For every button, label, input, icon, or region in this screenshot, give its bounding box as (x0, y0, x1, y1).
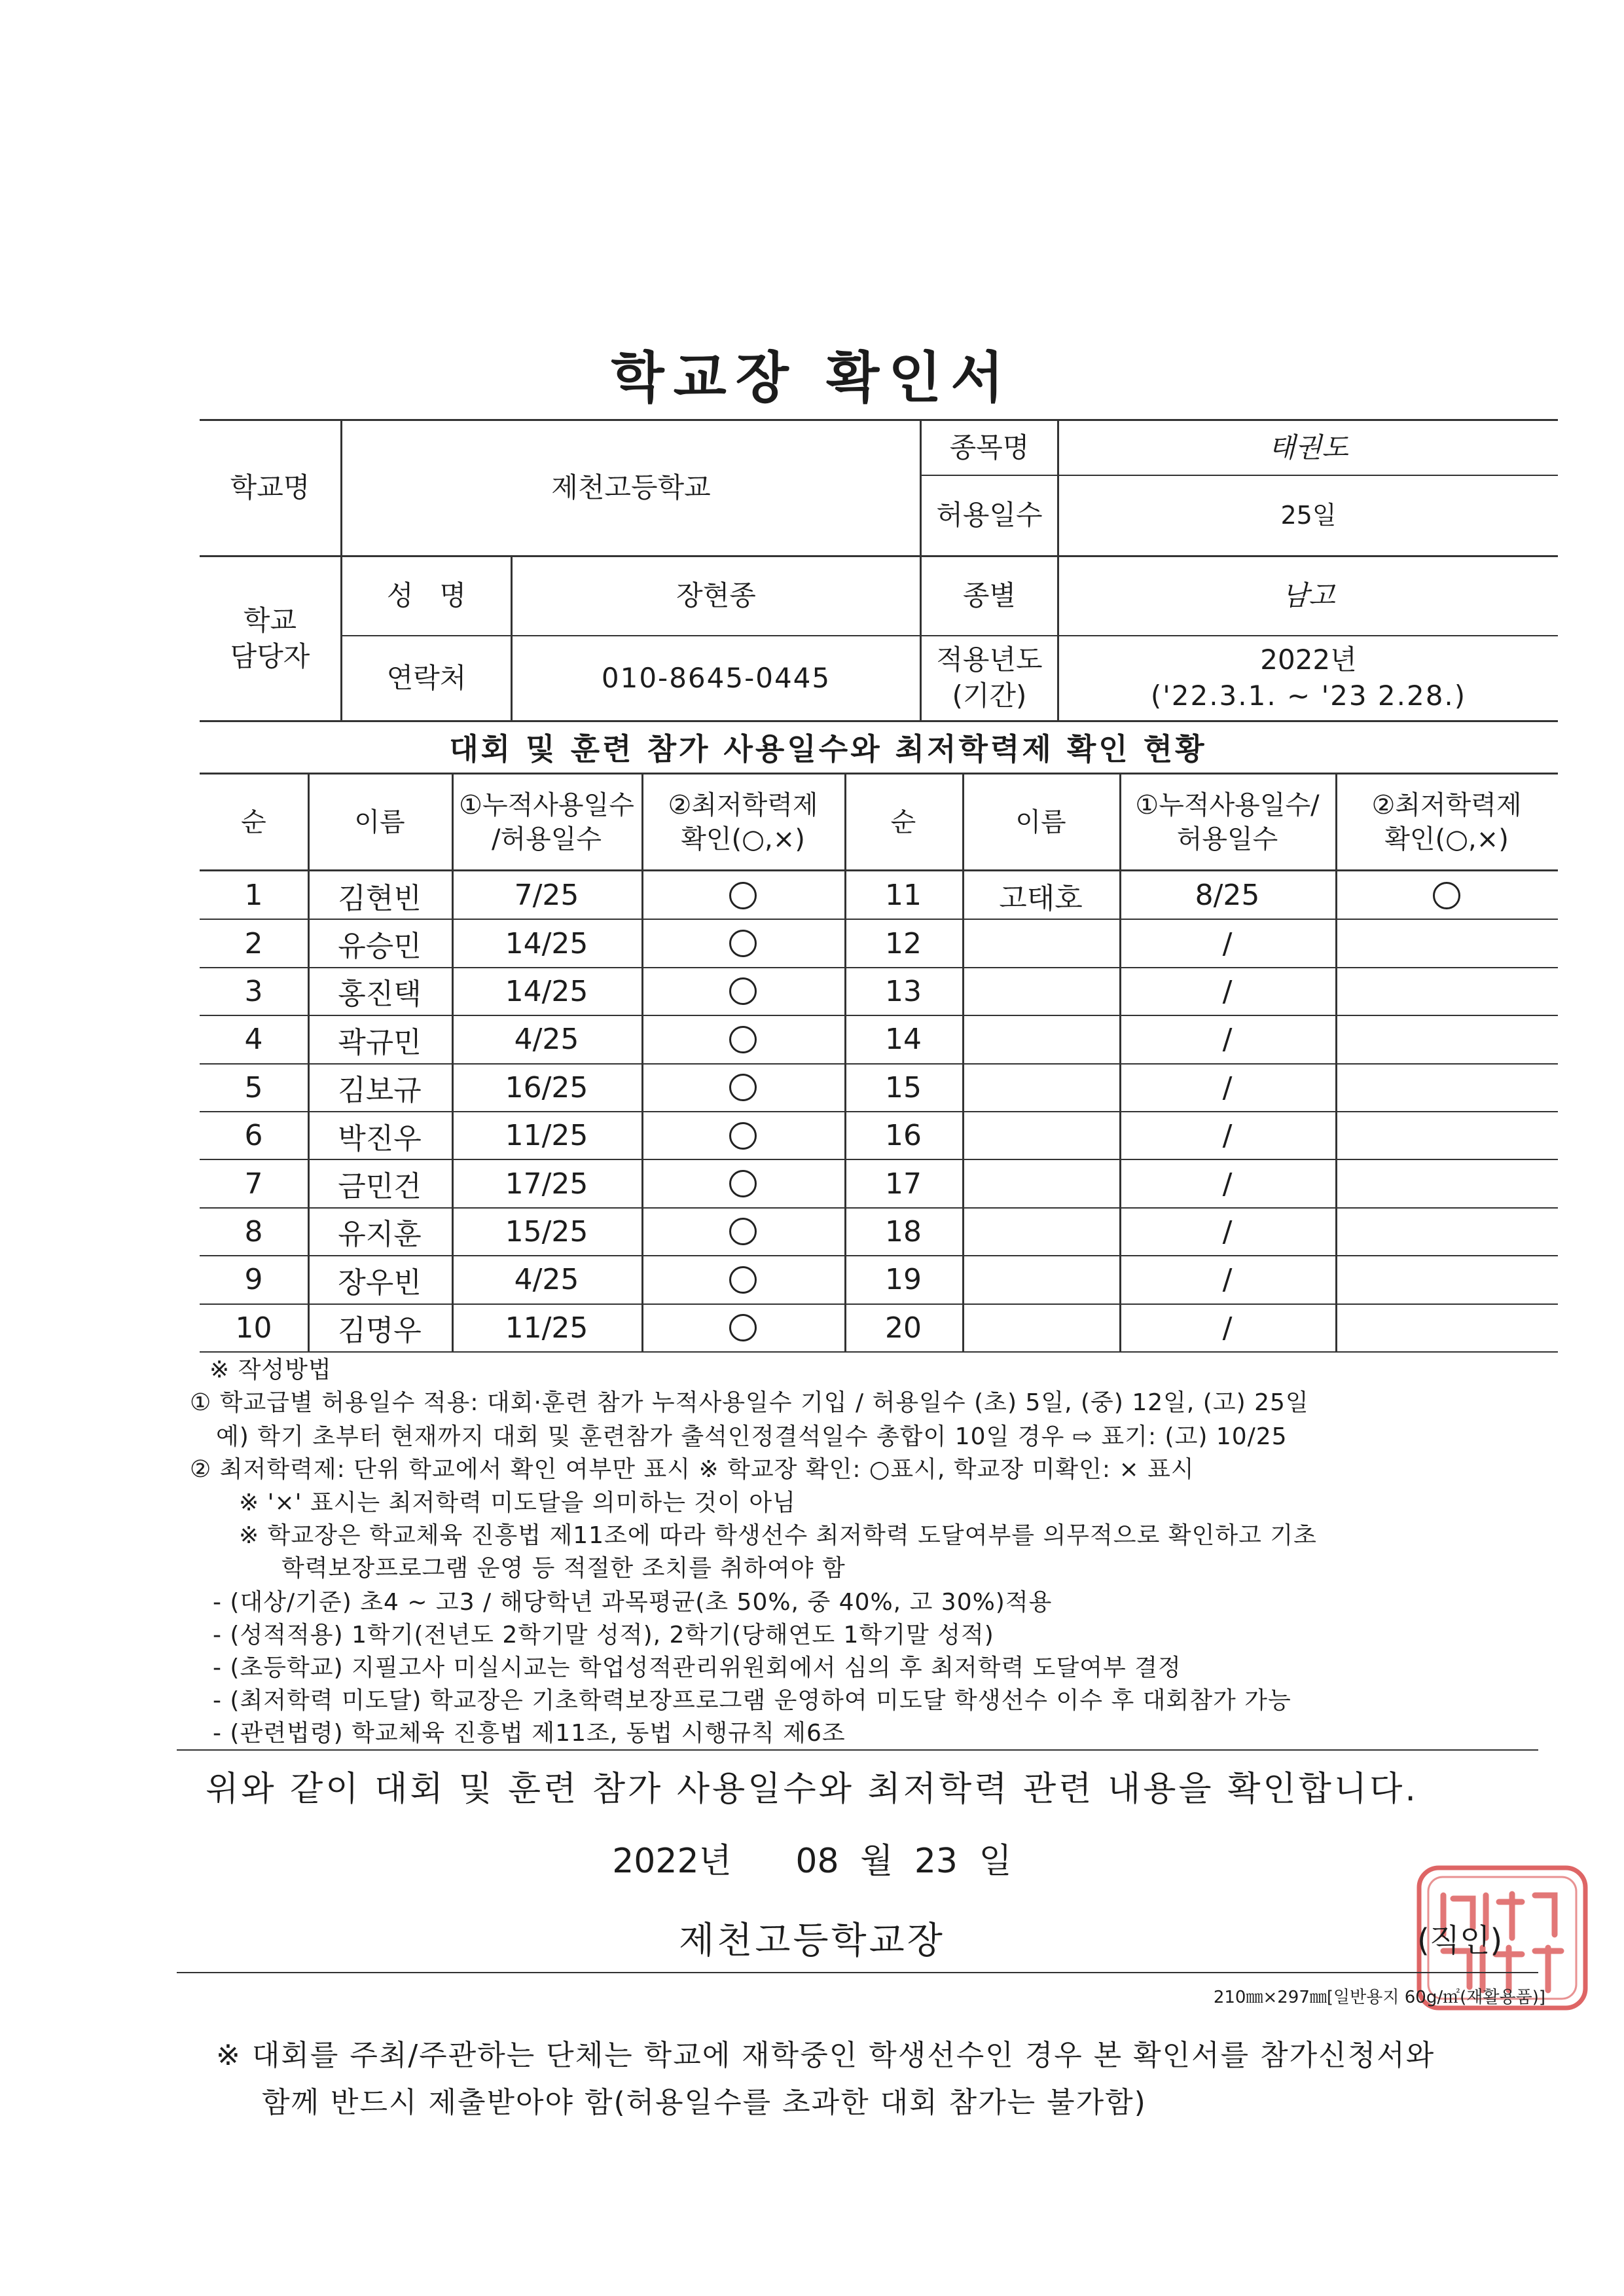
table-header-cell: ①누적사용일수/ 허용일수 (1135, 790, 1320, 854)
table-cell-days: / (1222, 1214, 1233, 1248)
note-line: - (관련법령) 학교체육 진흥법 제11조, 동법 시행규칙 제6조 (213, 1720, 846, 1747)
table-cell-check (641, 968, 844, 1015)
table-cell-no: 13 (885, 974, 922, 1008)
date-day-unit: 일 (979, 1842, 1012, 1881)
contact-value: 010-8645-0445 (601, 661, 831, 694)
table-cell-check (641, 1208, 844, 1256)
table-cell-name: 박진우 (338, 1121, 422, 1156)
table-cell-name (962, 919, 1119, 967)
table-cell-check (1335, 1064, 1558, 1112)
allowed-days-value: 25일 (1280, 500, 1337, 530)
allowed-days-label: 허용일수 (936, 499, 1043, 532)
table-cell-days: / (1222, 1070, 1233, 1104)
table-cell-check (641, 1159, 844, 1207)
footer-line-1: ※ 대회를 주최/주관하는 단체는 학교에 재학중인 학생선수인 경우 본 확인서를 참가신청서와 (216, 2039, 1435, 2072)
table-cell-name (962, 1256, 1119, 1303)
table-cell-no: 3 (244, 974, 263, 1008)
table-cell-days: 15/25 (505, 1214, 588, 1248)
table-cell-check (1335, 968, 1558, 1015)
year-value: 2022년 (1260, 644, 1357, 676)
table-cell-no: 8 (244, 1214, 263, 1248)
table-cell-days: 17/25 (505, 1167, 588, 1201)
table-cell-no: 12 (885, 926, 922, 960)
sport-value: 태권도 (1269, 431, 1348, 464)
note-line: ※ 학교장은 학교체육 진흥법 제11조에 따라 학생선수 최저학력 도달여부를 의무적으로 확인하고 기초 (239, 1522, 1317, 1549)
check-circle-icon (729, 1026, 757, 1053)
table-header-cell: 이름 (1015, 807, 1066, 837)
check-circle-icon (729, 930, 757, 957)
table-cell-days: / (1222, 1167, 1233, 1201)
table-cell-no: 15 (885, 1070, 922, 1104)
table-cell-name: 유지훈 (338, 1218, 422, 1252)
type-value: 남고 (1282, 579, 1335, 612)
table-cell-days: / (1222, 926, 1233, 960)
table-row-line (200, 1351, 1558, 1353)
section-title: 대회 및 훈련 참가 사용일수와 최저학력제 확인 현황 (449, 731, 1207, 767)
check-circle-icon (729, 1314, 757, 1341)
table-cell-no: 4 (244, 1023, 263, 1057)
check-circle-icon (729, 1170, 757, 1197)
table-cell-check (1335, 1304, 1558, 1352)
note-line: - (성적적용) 1학기(전년도 2학기말 성적), 2학기(당해연도 1학기말 성적) (213, 1622, 994, 1649)
table-cell-name (962, 1015, 1119, 1063)
table-cell-no: 18 (885, 1214, 922, 1248)
table-header-cell: 이름 (354, 807, 405, 837)
note-line: - (초등학교) 지필고사 미실시교는 학업성적관리위원회에서 심의 후 최저학력 도달여부 결정 (213, 1654, 1182, 1681)
table-cell-check (1335, 871, 1558, 919)
year-cell (1059, 636, 1558, 720)
signature-divider (177, 1972, 1538, 1973)
date-month: 08 (795, 1842, 839, 1881)
check-circle-icon (1433, 882, 1460, 909)
year-label: 적용년도 (기간) (936, 644, 1043, 712)
table-cell-days: / (1222, 1119, 1233, 1153)
table-header-cell: ①누적사용일수 /허용일수 (459, 790, 634, 854)
table-cell-no: 5 (244, 1070, 263, 1104)
table-cell-days: 4/25 (514, 1263, 579, 1297)
table-cell-name: 장우빈 (338, 1266, 422, 1300)
table-cell-no: 19 (885, 1263, 922, 1297)
name-label: 성 명 (386, 579, 467, 612)
table-cell-no: 10 (235, 1311, 272, 1345)
table-cell-days: 14/25 (505, 974, 588, 1008)
table-cell-days: 11/25 (505, 1119, 588, 1153)
table-header-cell: 순 (890, 807, 916, 837)
date-year: 2022년 (612, 1842, 732, 1881)
manager-label: 학교 담당자 (230, 604, 310, 672)
date-month-unit: 월 (860, 1842, 893, 1881)
table-cell-no: 6 (244, 1119, 263, 1153)
header-bottom-border (200, 720, 1558, 722)
table-cell-days: 11/25 (505, 1311, 588, 1345)
table-header-cell: ②최저학력제 확인(○,×) (668, 790, 818, 854)
table-cell-no: 11 (885, 879, 922, 913)
table-cell-name (962, 1304, 1119, 1352)
note-line: ① 학교급별 허용일수 적용: 대회·훈련 참가 누적사용일수 기입 / 허용일수 (초) 5일, (중) 12일, (고) 25일 (190, 1389, 1309, 1416)
table-cell-no: 17 (885, 1167, 922, 1201)
table-cell-days: / (1222, 1023, 1233, 1057)
note-line: ※ '×' 표시는 최저학력 미도달을 의미하는 것이 아님 (239, 1489, 796, 1516)
check-circle-icon (729, 977, 757, 1005)
table-header-cell: 순 (241, 807, 266, 837)
table-cell-no: 9 (244, 1263, 263, 1297)
table-cell-no: 2 (244, 926, 263, 960)
note-line: ※ 작성방법 (209, 1357, 332, 1383)
table-cell-no: 1 (244, 879, 263, 913)
table-cell-check (1335, 1015, 1558, 1063)
stamp-label: (직인) (1417, 1922, 1503, 1959)
school-value: 제천고등학교 (551, 471, 711, 504)
table-cell-check (641, 1112, 844, 1159)
check-circle-icon (729, 1266, 757, 1294)
table-cell-check (1335, 1159, 1558, 1207)
table-cell-check (641, 1064, 844, 1112)
table-cell-days: / (1222, 1263, 1233, 1297)
school-label: 학교명 (230, 471, 310, 504)
table-cell-check (641, 919, 844, 967)
table-cell-check (641, 1256, 844, 1303)
table-cell-no: 16 (885, 1119, 922, 1153)
page-title: 학교장 확인서 (611, 346, 1013, 410)
table-cell-check (1335, 1112, 1558, 1159)
table-cell-name (962, 1064, 1119, 1112)
check-circle-icon (729, 1122, 757, 1150)
table-cell-name: 곽규민 (338, 1025, 422, 1059)
table-cell-check (1335, 1256, 1558, 1303)
table-cell-name: 홍진택 (338, 977, 422, 1011)
table-cell-name: 김명우 (338, 1314, 422, 1348)
table-cell-name: 금민건 (338, 1170, 422, 1204)
check-circle-icon (729, 1218, 757, 1245)
name-value: 장현종 (676, 579, 756, 612)
table-cell-no: 20 (885, 1311, 922, 1345)
table-cell-days: 4/25 (514, 1023, 579, 1057)
table-cell-check (641, 1015, 844, 1063)
notes-divider (177, 1749, 1538, 1751)
table-cell-name (962, 1208, 1119, 1256)
table-cell-check (1335, 1208, 1558, 1256)
note-line: - (최저학력 미도달) 학교장은 기초학력보장프로그램 운영하여 미도달 학생선수 이수 후 대회참가 가능 (213, 1687, 1291, 1714)
note-line: - (대상/기준) 초4 ~ 고3 / 해당학년 과목평균(초 50%, 중 40%, 고 30%)적용 (213, 1589, 1053, 1616)
table-cell-days: 14/25 (505, 926, 588, 960)
type-label: 종별 (962, 579, 1017, 612)
table-cell-no: 7 (244, 1167, 263, 1201)
table-cell-days: 7/25 (514, 879, 579, 913)
table-cell-days: 16/25 (505, 1070, 588, 1104)
note-line: 예) 학기 초부터 현재까지 대회 및 훈련참가 출석인정결석일수 총합이 10일 경우 ⇨ 표기: (고) 10/25 (216, 1423, 1288, 1450)
note-line: ② 최저학력제: 단위 학교에서 확인 여부만 표시 ※ 학교장 확인: ○표시, 학교장 미확인: × 표시 (190, 1456, 1195, 1483)
check-circle-icon (729, 1074, 757, 1101)
table-cell-name (962, 1112, 1119, 1159)
paper-spec: 210㎜×297㎜[일반용지 60g/㎡(재활용품)] (1213, 1988, 1545, 2007)
contact-label: 연락처 (386, 661, 467, 694)
table-cell-days: 8/25 (1195, 879, 1260, 913)
note-line: 학력보장프로그램 운영 등 적절한 조치를 취하여야 함 (281, 1555, 846, 1582)
table-cell-name (962, 1159, 1119, 1207)
signer: 제천고등학교장 (679, 1920, 945, 1962)
table-cell-name: 김보규 (338, 1074, 422, 1108)
table-cell-days: / (1222, 1311, 1233, 1345)
table-cell-no: 14 (885, 1023, 922, 1057)
footer-line-2: 함께 반드시 제출받아야 함(허용일수를 초과한 대회 참가는 불가함) (262, 2086, 1147, 2119)
table-cell-check (641, 1304, 844, 1352)
issue-date (0, 1833, 1624, 1882)
table-cell-check (641, 871, 844, 919)
date-day: 23 (914, 1842, 958, 1881)
table-cell-name (962, 968, 1119, 1015)
confirm-text: 위와 같이 대회 및 훈련 참가 사용일수와 최저학력 관련 내용을 확인합니다. (206, 1770, 1418, 1809)
year-period: ('22.3.1. ~ '23 2.28.) (1150, 680, 1467, 712)
table-cell-check (1335, 919, 1558, 967)
sport-label: 종목명 (949, 431, 1030, 464)
table-cell-name: 김현빈 (338, 881, 422, 915)
table-cell-name: 고태호 (999, 881, 1083, 915)
table-cell-name: 유승민 (338, 930, 422, 964)
check-circle-icon (729, 882, 757, 909)
table-header-cell: ②최저학력제 확인(○,×) (1371, 790, 1522, 854)
table-cell-days: / (1222, 974, 1233, 1008)
